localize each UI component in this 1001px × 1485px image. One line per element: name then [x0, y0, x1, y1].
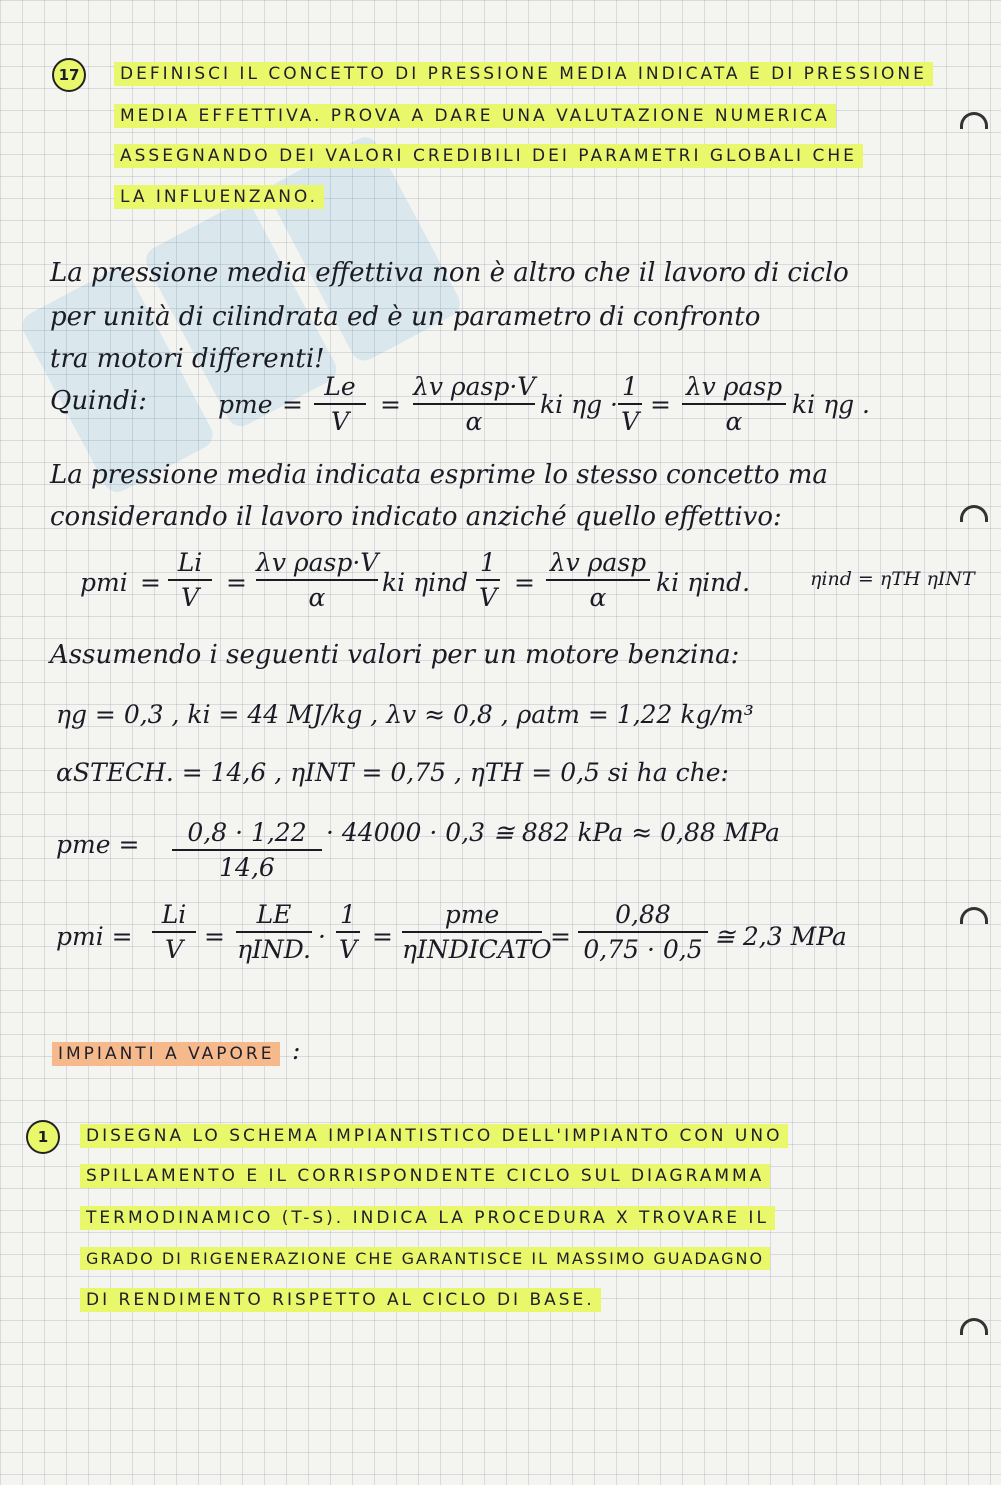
question-17-line-4: LA INFLUENZANO.: [114, 185, 324, 209]
assumption-intro: Assumendo i seguenti valori per un motore benzina:: [50, 640, 740, 670]
binder-hole-icon: [960, 1318, 988, 1335]
section-title: IMPIANTI A VAPORE: [52, 1042, 280, 1066]
pmi-frac-4: λv ρasp α: [546, 548, 650, 612]
pmi-calculation: pmi = Li V = LE ηIND. · 1 V = pme ηINDICATO = 0,88 0,75 · 0,5 ≅ 2,3 MPa: [56, 900, 847, 964]
section-colon: :: [292, 1036, 301, 1065]
question-1-line-1: DISEGNA LO SCHEMA IMPIANTISTICO DELL'IMPIANTO CON UNO: [80, 1124, 788, 1148]
pme-frac-2: λv ρasp·V α: [413, 372, 536, 436]
question-1-line-2: SPILLAMENTO E IL CORRISPONDENTE CICLO SUL DIAGRAMMA: [80, 1164, 770, 1188]
answer-para1-line-3: tra motori differenti!: [50, 344, 325, 374]
pmi-calc-frac-4: pme ηINDICATO: [402, 900, 552, 964]
pme-calculation: pme = 0,8 · 1,22 14,6 · 44000 · 0,3 ≅ 882 kPa ≈ 0,88 MPa: [56, 818, 780, 882]
pmi-calc-frac-5: 0,88 0,75 · 0,5: [578, 900, 708, 964]
pmi-frac-3: 1 V: [476, 548, 500, 612]
pmi-calc-frac-1: Li V: [152, 900, 196, 964]
answer-para1-line-1: La pressione media effettiva non è altro che il lavoro di ciclo: [50, 258, 849, 288]
values-line-2: αSTECH. = 14,6 , ηINT = 0,75 , ηTH = 0,5 si ha che:: [56, 758, 729, 787]
values-line-1: ηg = 0,3 , ki = 44 MJ/kg , λv ≈ 0,8 , ρatm = 1,22 kg/m³: [56, 700, 754, 729]
pmi-equation: pmi = Li V = λv ρasp·V α ki ηind 1 V = λv ρasp α ki ηind. ηind = ηTH ηINT: [80, 548, 975, 612]
binder-hole-icon: [960, 112, 988, 129]
pmi-lhs: pmi: [80, 568, 128, 597]
question-1-line-3: TERMODINAMICO (T-S). INDICA LA PROCEDURA X TROVARE IL: [80, 1206, 775, 1230]
answer-para2-line-2: considerando il lavoro indicato anziché quello effettivo:: [50, 502, 782, 532]
pme-lhs: pme: [218, 390, 273, 419]
pme-equation: pme = Le V = λv ρasp·V α ki ηg · 1 V = λv ρasp α ki ηg .: [218, 372, 870, 436]
quindi-label: Quindi:: [50, 386, 147, 416]
question-17-line-2: MEDIA EFFETTIVA. PROVA A DARE UNA VALUTAZIONE NUMERICA: [114, 104, 836, 128]
question-1-line-5: DI RENDIMENTO RISPETTO AL CICLO DI BASE.: [80, 1288, 601, 1312]
pme-frac-4: λv ρasp α: [682, 372, 786, 436]
question-number-1: 1: [26, 1120, 60, 1154]
pmi-calc-frac-3: 1 V: [336, 900, 360, 964]
answer-para1-line-2: per unità di cilindrata ed è un parametro di confronto: [50, 302, 761, 332]
question-17-line-3: ASSEGNANDO DEI VALORI CREDIBILI DEI PARAMETRI GLOBALI CHE: [114, 144, 863, 168]
answer-para2-line-1: La pressione media indicata esprime lo stesso concetto ma: [50, 460, 828, 490]
pmi-frac-2: λv ρasp·V α: [256, 548, 379, 612]
pme-calc-frac: 0,8 · 1,22 14,6: [172, 818, 322, 882]
question-number-17: 17: [52, 58, 86, 92]
eta-ind-definition: ηind = ηTH ηINT: [810, 568, 975, 590]
pmi-frac-1: Li V: [168, 548, 212, 612]
question-1-line-4: GRADO DI RIGENERAZIONE CHE GARANTISCE IL MASSIMO GUADAGNO: [80, 1247, 770, 1270]
question-17-line-1: DEFINISCI IL CONCETTO DI PRESSIONE MEDIA INDICATA E DI PRESSIONE: [114, 62, 933, 86]
pme-frac-3: 1 V: [618, 372, 642, 436]
binder-hole-icon: [960, 907, 988, 924]
pmi-calc-frac-2: LE ηIND.: [237, 900, 311, 964]
binder-hole-icon: [960, 505, 988, 522]
pme-frac-1: Le V: [314, 372, 366, 436]
